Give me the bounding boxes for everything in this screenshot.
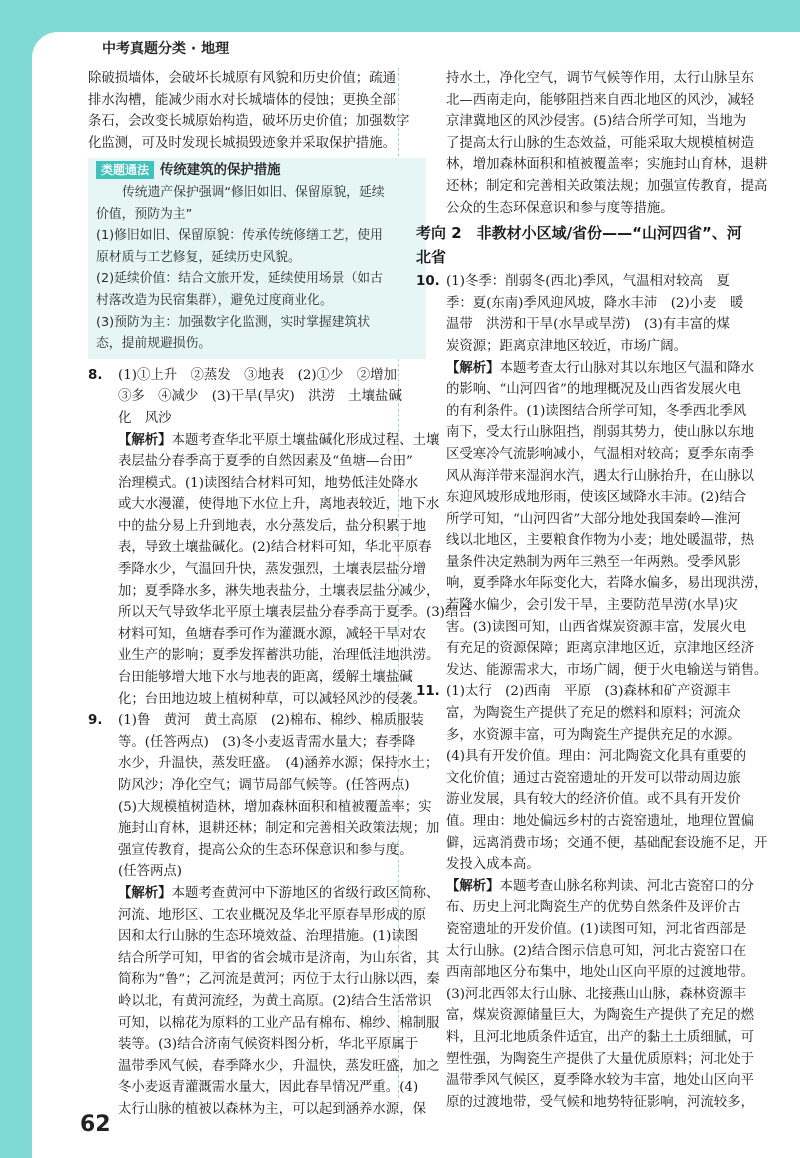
answer-text: (1)鲁 黄河 黄土高原 (2)棉布、棉纱、棉质服装 — [118, 713, 424, 729]
analysis-line: 冬小麦返青灌溉需水量大，因此春旱情况严重。(4) — [118, 1080, 419, 1096]
answer-line — [88, 365, 426, 387]
analysis-line: 化；台田地边坡上植树种草，可以减轻风沙的侵袭。 — [118, 691, 426, 707]
analysis-line: 太行山脉。(2)结合图示信息可知，河北古瓷窑口在 — [446, 943, 747, 959]
analysis-line: 西南部地区分布集中，地处山区向平原的过渡地带。 — [446, 965, 754, 981]
answer-line: (5)大规模植树造林，增加森林面积和植被覆盖率；实 — [118, 799, 432, 815]
question-number: 10. — [416, 274, 440, 290]
analysis-line: 可知，以棉花为原料的工业产品有棉布、棉纱、棉制服 — [118, 1015, 440, 1031]
section-heading-line: 北省 — [416, 248, 447, 267]
analysis-tag: 【解析】 — [446, 878, 500, 894]
analysis-line: 装等。(3)结合济南气候资料图分析，华北平原属于 — [118, 1037, 419, 1053]
analysis-line: 业生产的影响；夏季发挥蓄洪功能，治理低洼地洪涝。 — [118, 648, 440, 664]
analysis-line: 塑性强，为陶瓷生产提供了大量优质原料；河北处于 — [446, 1051, 754, 1067]
analysis-tag: 【解析】 — [118, 885, 172, 901]
analysis-line: 的影响、“山河四省”的地理概况及山西省发展火电 — [446, 382, 741, 398]
method-line: 原材质与工艺修复，延续历史风貌。 — [96, 249, 301, 265]
answer-line: 僻，远离消费市场；交通不便，基础配套设施不足，开 — [446, 835, 768, 851]
analysis-line: 原的过渡地带，受气候和地势特征影响，河流较多， — [446, 1094, 754, 1110]
analysis-line: 材料可知，鱼塘春季可作为灌溉水源，减轻干旱对农 — [118, 626, 426, 642]
analysis-text: 本题考查太行山脉对其以东地区气温和降水 — [499, 360, 754, 376]
analysis-line: 加；夏季降水多，淋失地表盐分，土壤表层盐分减少， — [118, 583, 440, 599]
analysis-text: 本题考查山脉名称判读、河北古瓷窑口的分 — [499, 878, 754, 894]
text-line: 除破损墙体，会破坏长城原有风貌和历史价值；疏通 — [88, 71, 396, 86]
analysis-line: 富，煤炭资源储量巨大，为陶瓷生产提供了充足的燃 — [446, 1008, 754, 1024]
answer-line: 水少，升温快，蒸发旺盛。 (4)涵养水源；保持水土； — [118, 756, 439, 772]
analysis-line: 治理模式。(1)读图结合材料可知，地势低洼处降水 — [118, 475, 419, 491]
text-line: 京津冀地区的风沙侵害。(5)结合所学可知，当地为 — [446, 114, 747, 130]
analysis-line — [416, 358, 756, 380]
analysis-line: 若降水偏少，会引发干旱，主要防范旱涝(水旱)灾 — [446, 598, 738, 614]
question-10 — [416, 271, 768, 681]
answer-line: (任答两点) — [118, 864, 183, 880]
question-number: 9. — [88, 713, 103, 729]
method-line: (1)修旧如旧、保留原貌：传承传统修缮工艺，使用 — [96, 228, 383, 244]
method-box — [88, 158, 426, 358]
question-number: 8. — [88, 367, 103, 383]
analysis-line: 有充足的资源保障；距离京津地区近，京津地区经济 — [446, 641, 754, 657]
answer-text: (1)①上升 ②蒸发 ③地表 (2)①少 ②增加 — [118, 367, 397, 383]
text-line: 排水沟槽，能减少雨水对长城墙体的侵蚀；更换全部 — [88, 92, 396, 108]
question-9 — [88, 710, 440, 1120]
method-title: 传统建筑的保护措施 — [160, 163, 281, 179]
method-line: (2)延续价值：结合文旅开发，延续使用场景（如古 — [96, 271, 383, 287]
answer-line — [88, 710, 426, 732]
right-column — [416, 68, 768, 1113]
answer-line: 游业发展，具有较大的经济价值。或不具有开发价 — [446, 792, 741, 808]
analysis-line: 线以北地区，主要粮食作物为小麦；地处暖温带，热 — [446, 533, 754, 549]
section-heading — [416, 221, 756, 269]
analysis-tag: 【解析】 — [118, 432, 172, 448]
answer-line: 文化价值；通过古瓷窑遗址的开发可以带动周边旅 — [446, 770, 741, 786]
method-line: 价值，预防为主” — [96, 206, 193, 222]
analysis-line: 或大水漫灌，使得地下水位上升，离地表较近，地下水 — [118, 497, 440, 513]
intro-paragraph — [88, 68, 426, 154]
answer-line: 值。理由：地处偏远乡村的古瓷窑遗址，地理位置偏 — [446, 814, 754, 829]
analysis-line: 量条件决定熟制为两年三熟至一年两熟。受季风影 — [446, 554, 741, 570]
analysis-line — [88, 883, 440, 905]
answer-line: 化 风沙 — [118, 410, 172, 426]
method-badge: 类题通法 — [96, 161, 154, 179]
text-line: 还林；制定和完善相关政策法规；加强宣传教育，提高 — [446, 178, 768, 194]
analysis-line: 所学可知，“山河四省”大部分地处我国秦岭—淮河 — [446, 511, 741, 527]
analysis-line: 表，导致土壤盐碱化。(2)结合材料可知，华北平原春 — [118, 540, 432, 556]
analysis-line: 发达、能源需求大，市场广阔，便于火电输送与销售。 — [446, 662, 768, 678]
analysis-line: 岭以北，有黄河流经，为黄土高原。(2)结合生活常识 — [118, 993, 432, 1009]
method-box-heading — [96, 160, 418, 182]
answer-line: 富，为陶瓷生产提供了充足的燃料和原料；河流众 — [446, 706, 741, 722]
analysis-line: 中的盐分易上升到地表，水分蒸发后，盐分积累于地 — [118, 518, 426, 534]
method-line: 传统遗产保护强调“修旧如旧、保留原貌，延续 — [122, 184, 385, 200]
text-line: 了提高太行山脉的生态效益，可能采取大规模植树造 — [446, 135, 754, 151]
answer-line: 炭资源；距离京津地区较近，市场广阔。 — [446, 338, 688, 354]
answer-line: ③多 ④减少 (3)干旱(旱灾) 洪涝 土壤盐碱 — [118, 389, 402, 405]
answer-line: (4)具有开发价值。理由：河北陶瓷文化具有重要的 — [446, 749, 747, 765]
answer-line: 多，水资源丰富，可为陶瓷生产提供充足的水源。 — [446, 727, 741, 743]
analysis-line: 季降水少，气温回升快，蒸发强烈，土壤表层盐分增 — [118, 562, 426, 578]
analysis-line: 的有利条件。(1)读图结合所学可知，冬季西北季风 — [446, 403, 747, 419]
text-line: 化监测，可及时发现长城损毁迹象并采取保护措施。 — [88, 135, 396, 151]
text-line: 条石，会改变长城原始构造，破坏历史价值；加强数字 — [88, 114, 410, 130]
method-line: 村落改造为民宿集群），避免过度商业化。 — [96, 292, 333, 308]
text-line: 持水土，净化空气，调节气候等作用，太行山脉呈东 — [446, 71, 754, 86]
analysis-line: 瓷窑遗址的开发价值。(1)读图可知，河北省西部是 — [446, 921, 747, 937]
page-number: 62 — [80, 1112, 111, 1137]
answer-line — [416, 271, 756, 293]
answer-line: 季：夏(东南)季风迎风坡，降水丰沛 (2)小麦 暖 — [446, 295, 744, 311]
analysis-line: 风从海洋带来湿润水汽，遇太行山脉抬升，在山脉以 — [446, 468, 754, 484]
answer-text: (1)冬季：削弱冬(西北)季风，气温相对较高 夏 — [446, 274, 730, 290]
analysis-line: 太行山脉的植被以森林为主，可以起到涵养水源，保 — [118, 1101, 426, 1117]
analysis-line: 台田能够增大地下水与地表的距离，缓解土壤盐碱 — [118, 670, 413, 686]
question-11 — [416, 681, 768, 1113]
text-line: 公众的生态环保意识和参与度等措施。 — [446, 200, 674, 216]
analysis-line: 简称为“鲁”；乙河流是黄河；丙位于太行山脉以西，秦 — [118, 972, 440, 988]
question-8 — [88, 365, 472, 711]
analysis-line: 东迎风坡形成地形雨，使该区域降水丰沛。(2)结合 — [446, 490, 747, 506]
answer-line: 发投入成本高。 — [446, 857, 540, 873]
running-header: 中考真题分类 · 地理 — [102, 41, 230, 57]
method-line: 态，提前规避损伤。 — [96, 336, 212, 352]
page — [32, 32, 800, 1158]
answer-line: 强宣传教育，提高公众的生态环保意识和参与度。 — [118, 842, 413, 858]
answer-text: (1)太行 (2)西南 平原 (3)森林和矿产资源丰 — [446, 684, 731, 700]
analysis-text: 本题考查华北平原土壤盐碱化形成过程、土壤 — [171, 432, 440, 448]
analysis-line: 结合所学可知，甲省的省会城市是济南，为山东省，其 — [118, 950, 440, 966]
analysis-line: 因和太行山脉的生态环境效益、治理措施。(1)读图 — [118, 929, 419, 945]
analysis-line: (3)河北西邻太行山脉、北接燕山山脉，森林资源丰 — [446, 986, 747, 1002]
analysis-line: 料，且河北地质条件适宜，出产的黏土土质细腻，可 — [446, 1029, 754, 1045]
answer-line: 施封山育林，退耕还林；制定和完善相关政策法规；加 — [118, 821, 440, 837]
analysis-line: 布、历史上河北陶瓷生产的优势自然条件及评价古 — [446, 900, 741, 916]
analysis-line — [88, 430, 440, 452]
text-line: 北—西南走向，能够阻挡来自西北地区的风沙，减轻 — [446, 92, 754, 108]
analysis-line: 温带季风气候区，夏季降水较为丰富，地处山区向平 — [446, 1073, 754, 1089]
analysis-line: 温带季风气候，春季降水少，升温快，蒸发旺盛，加之 — [118, 1058, 440, 1074]
question-number: 11. — [416, 684, 440, 700]
continued-paragraph — [416, 68, 768, 219]
text-line: 林，增加森林面积和植被覆盖率；实施封山育林，退耕 — [446, 157, 768, 173]
analysis-line: 响，夏季降水年际变化大，若降水偏多，易出现洪涝， — [446, 576, 768, 592]
analysis-tag: 【解析】 — [446, 360, 500, 376]
answer-line: 温带 洪涝和干旱(水旱或旱涝) (3)有丰富的煤 — [446, 317, 730, 333]
analysis-line: 南下，受太行山脉阻挡，削弱其势力，使山脉以东地 — [446, 425, 754, 441]
method-line: (3)预防为主：加强数字化监测，实时掌握建筑状 — [96, 314, 371, 330]
answer-line — [416, 681, 756, 703]
analysis-line: 区受寒冷气流影响减小，气温相对较高；夏季东南季 — [446, 446, 754, 462]
analysis-line: 河流、地形区、工农业概况及华北平原春旱形成的原 — [118, 907, 426, 923]
analysis-text: 本题考查黄河中下游地区的省级行政区简称、 — [171, 885, 440, 901]
answer-line: 防风沙；净化空气；调节局部气候等。(任答两点) — [118, 778, 410, 793]
analysis-line: 所以天气导致华北平原土壤表层盐分春季高于夏季。(3)结合 — [118, 605, 472, 621]
answer-line: 等。(任答两点) (3)冬小麦返青需水量大；春季降 — [118, 734, 416, 750]
analysis-line: 害。(3)读图可知，山西省煤炭资源丰富，发展火电 — [446, 619, 747, 635]
analysis-line: 表层盐分春季高于夏季的自然因素及“鱼塘—台田” — [118, 454, 413, 470]
section-heading-line: 考向 2 非教材小区域/省份——“山河四省”、河 — [416, 224, 742, 243]
analysis-line — [416, 876, 756, 898]
